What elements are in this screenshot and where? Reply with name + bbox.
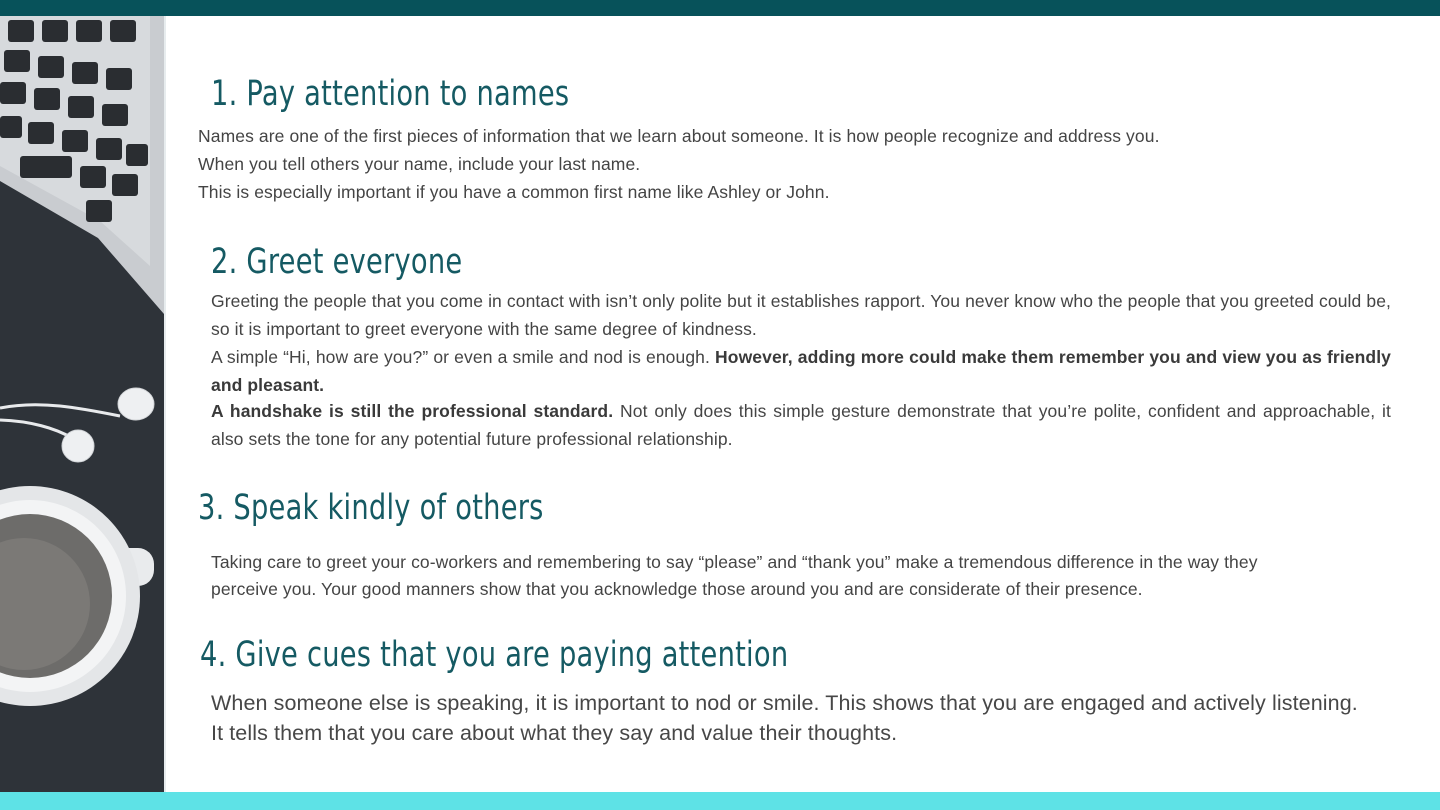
section-2-paragraph-2 [211,344,1391,399]
section-2-paragraph-1: Greeting the people that you come in contact with isn’t only polite but it establishes rapport. You never know who the people that you greeted could be, so it is important to greet everyone with the same degree of kindness. [211,291,1391,339]
photo-divider [164,16,166,792]
section-2-p2-text: A simple “Hi, how are you?” or even a smile and nod is enough. [211,347,716,367]
section-2-p3-text: Not only does this simple gesture demonstrate that you’re polite, confident and approachable, it also sets the tone for any potential future professional relationship. [211,401,1391,449]
section-3-heading: 3. Speak kindly of others [198,488,544,528]
bottom-accent-bar [0,792,1440,810]
section-2-paragraph-3 [211,398,1391,453]
section-4-line-1: When someone else is speaking, it is important to nod or smile. This shows that you are engaged and actively listening. [211,691,1358,715]
section-4-line-2: It tells them that you care about what they say and value their thoughts. [211,721,898,745]
section-1-line-1: Names are one of the first pieces of information that we learn about someone. It is how people recognize and address you. [198,126,1160,146]
section-1-line-3: This is especially important if you have a common first name like Ashley or John. [198,182,830,202]
top-accent-bar [0,0,1440,16]
section-2-p3-bold: A handshake is still the professional standard. [211,401,614,421]
desk-photo [0,16,164,792]
section-2-p2-bold: However, adding more could make them remember you and view you as friendly and pleasant. [211,347,1391,395]
section-4-heading: 4. Give cues that you are paying attention [200,635,789,675]
section-1-heading: 1. Pay attention to names [211,74,570,114]
section-3-line-2: perceive you. Your good manners show that you acknowledge those around you and are considerate of their presence. [211,579,1143,599]
section-3-line-1: Taking care to greet your co-workers and remembering to say “please” and “thank you” make a tremendous difference in the way they [211,552,1258,572]
section-1-line-2: When you tell others your name, include your last name. [198,154,641,174]
section-2-heading: 2. Greet everyone [211,242,463,282]
